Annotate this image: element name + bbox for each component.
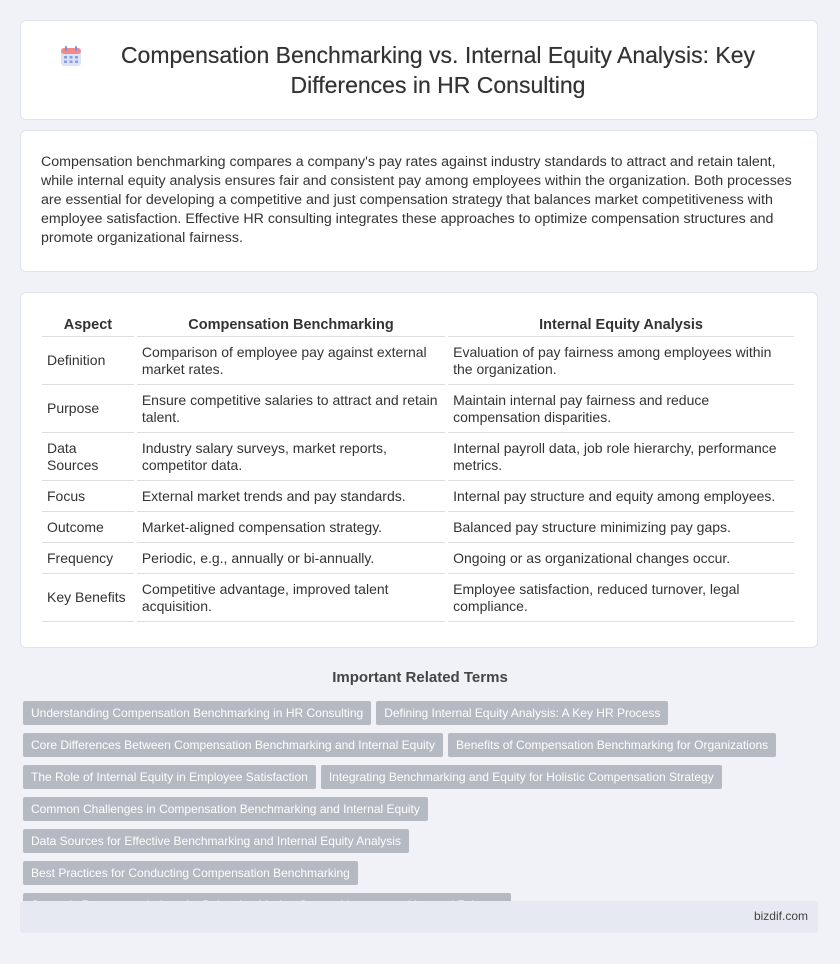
row-aspect: Data Sources bbox=[42, 433, 134, 481]
row-benchmarking: Competitive advantage, improved talent acquisition. bbox=[137, 574, 445, 622]
table-row bbox=[42, 385, 794, 433]
intro-text: Compensation benchmarking compares a company's pay rates against industry standards to attract and retain talent, while internal equity analysis ensures fair and consistent pay among employees within the organization. Both processes are essential for developing a competitive and just compensation strategy that balances market competitiveness with employee satisfaction. Effective HR consulting integrates these approaches to optimize compensation structures and promote organizational fairness. bbox=[41, 154, 792, 246]
row-internal-equity: Internal payroll data, job role hierarchy, performance metrics. bbox=[448, 433, 794, 481]
table-row bbox=[42, 512, 794, 543]
row-benchmarking: Ensure competitive salaries to attract and retain talent. bbox=[137, 385, 445, 433]
header-aspect: Aspect bbox=[42, 311, 134, 337]
related-term-tag[interactable]: Best Practices for Conducting Compensation Benchmarking bbox=[23, 861, 358, 885]
row-aspect: Key Benefits bbox=[42, 574, 134, 622]
footer bbox=[20, 901, 818, 933]
header-inner bbox=[59, 40, 779, 100]
related-terms-list bbox=[23, 701, 823, 925]
header-internal-equity: Internal Equity Analysis bbox=[448, 311, 794, 337]
table-row bbox=[42, 337, 794, 385]
row-aspect: Definition bbox=[42, 337, 134, 385]
row-benchmarking: Market-aligned compensation strategy. bbox=[137, 512, 445, 543]
related-term-tag[interactable]: Understanding Compensation Benchmarking in HR Consulting bbox=[23, 701, 371, 725]
row-benchmarking: Comparison of employee pay against external market rates. bbox=[137, 337, 445, 385]
row-aspect: Outcome bbox=[42, 512, 134, 543]
header-benchmarking: Compensation Benchmarking bbox=[137, 311, 445, 337]
table-row bbox=[42, 574, 794, 622]
table-header-row bbox=[42, 311, 794, 337]
comparison-card bbox=[20, 292, 818, 648]
row-benchmarking: External market trends and pay standards. bbox=[137, 481, 445, 512]
intro-card bbox=[20, 130, 818, 272]
related-terms-title: Important Related Terms bbox=[332, 669, 508, 686]
row-aspect: Purpose bbox=[42, 385, 134, 433]
related-term-tag[interactable]: Data Sources for Effective Benchmarking and Internal Equity Analysis bbox=[23, 829, 409, 853]
table-row bbox=[42, 543, 794, 574]
comparison-table bbox=[39, 311, 797, 622]
page-title: Compensation Benchmarking vs. Internal Equity Analysis: Key Differences in HR Consulting bbox=[120, 42, 756, 98]
related-term-tag[interactable]: The Role of Internal Equity in Employee Satisfaction bbox=[23, 765, 316, 789]
related-term-tag[interactable]: Integrating Benchmarking and Equity for Holistic Compensation Strategy bbox=[321, 765, 722, 789]
related-term-tag[interactable]: Defining Internal Equity Analysis: A Key HR Process bbox=[376, 701, 668, 725]
site-link[interactable]: bizdif.com bbox=[753, 909, 808, 923]
row-benchmarking: Periodic, e.g., annually or bi-annually. bbox=[137, 543, 445, 574]
row-internal-equity: Maintain internal pay fairness and reduce compensation disparities. bbox=[448, 385, 794, 433]
row-internal-equity: Internal pay structure and equity among employees. bbox=[448, 481, 794, 512]
row-internal-equity: Evaluation of pay fairness among employees within the organization. bbox=[448, 337, 794, 385]
related-term-tag[interactable]: Benefits of Compensation Benchmarking for Organizations bbox=[448, 733, 776, 757]
row-internal-equity: Balanced pay structure minimizing pay gaps. bbox=[448, 512, 794, 543]
row-benchmarking: Industry salary surveys, market reports, competitor data. bbox=[137, 433, 445, 481]
row-internal-equity: Employee satisfaction, reduced turnover, legal compliance. bbox=[448, 574, 794, 622]
row-aspect: Focus bbox=[42, 481, 134, 512]
table-row bbox=[42, 481, 794, 512]
header-card bbox=[20, 20, 818, 120]
row-internal-equity: Ongoing or as organizational changes occur. bbox=[448, 543, 794, 574]
related-term-tag[interactable]: Core Differences Between Compensation Benchmarking and Internal Equity bbox=[23, 733, 443, 757]
table-row bbox=[42, 433, 794, 481]
row-aspect: Frequency bbox=[42, 543, 134, 574]
related-term-tag[interactable]: Common Challenges in Compensation Benchmarking and Internal Equity bbox=[23, 797, 428, 821]
calendar-icon bbox=[59, 44, 83, 68]
